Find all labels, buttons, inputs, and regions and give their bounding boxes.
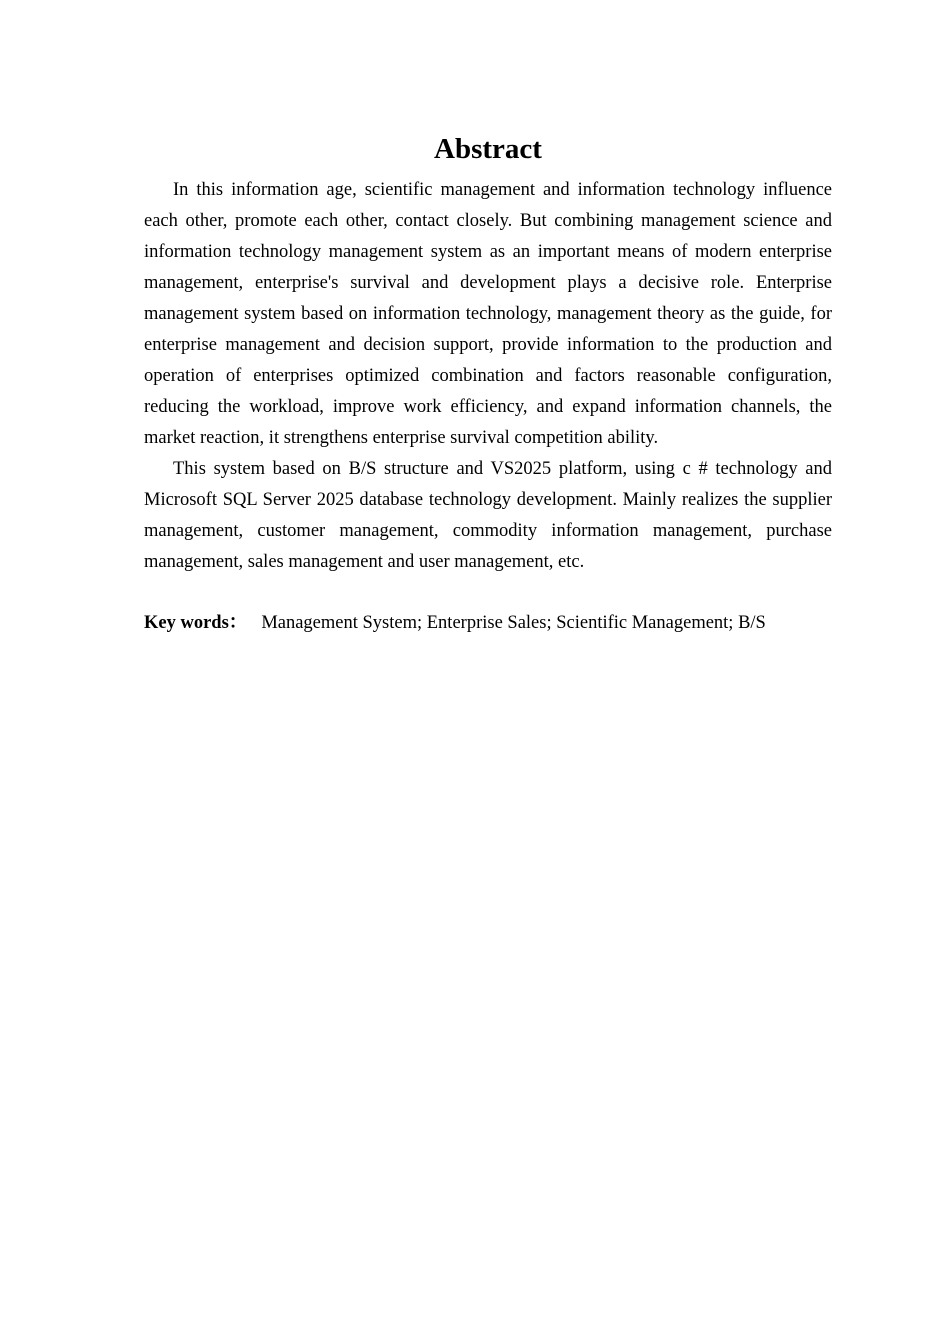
abstract-paragraph-1: In this information age, scientific management and information technology influence each other, promote each other, contact closely. But combining management science and information technology management system as an important means of modern enterprise management, enterprise's survival and development plays a decisive role. Enterprise management system based on information technology, management theory as the guide, for enterprise management and decision support, provide information to the production and operation of enterprises optimized combination and factors reasonable configuration, reducing the workload, improve work efficiency, and expand information channels, the market reaction, it strengthens enterprise survival competition ability. — [144, 180, 832, 448]
keywords-line — [144, 608, 832, 639]
keywords-label: Key words — [144, 613, 229, 633]
keywords-separator: ： — [228, 613, 248, 633]
keywords-value: Management System; Enterprise Sales; Scientific Management; B/S — [261, 613, 766, 633]
abstract-section — [144, 128, 832, 639]
abstract-title: Abstract — [434, 133, 542, 165]
abstract-paragraph-2: This system based on B/S structure and VS2025 platform, using c # technology and Microsoft SQL Server 2025 database technology development. Mainly realizes the supplier management, customer management, commodity information management, purchase management, sales management and user management, etc. — [144, 459, 832, 572]
